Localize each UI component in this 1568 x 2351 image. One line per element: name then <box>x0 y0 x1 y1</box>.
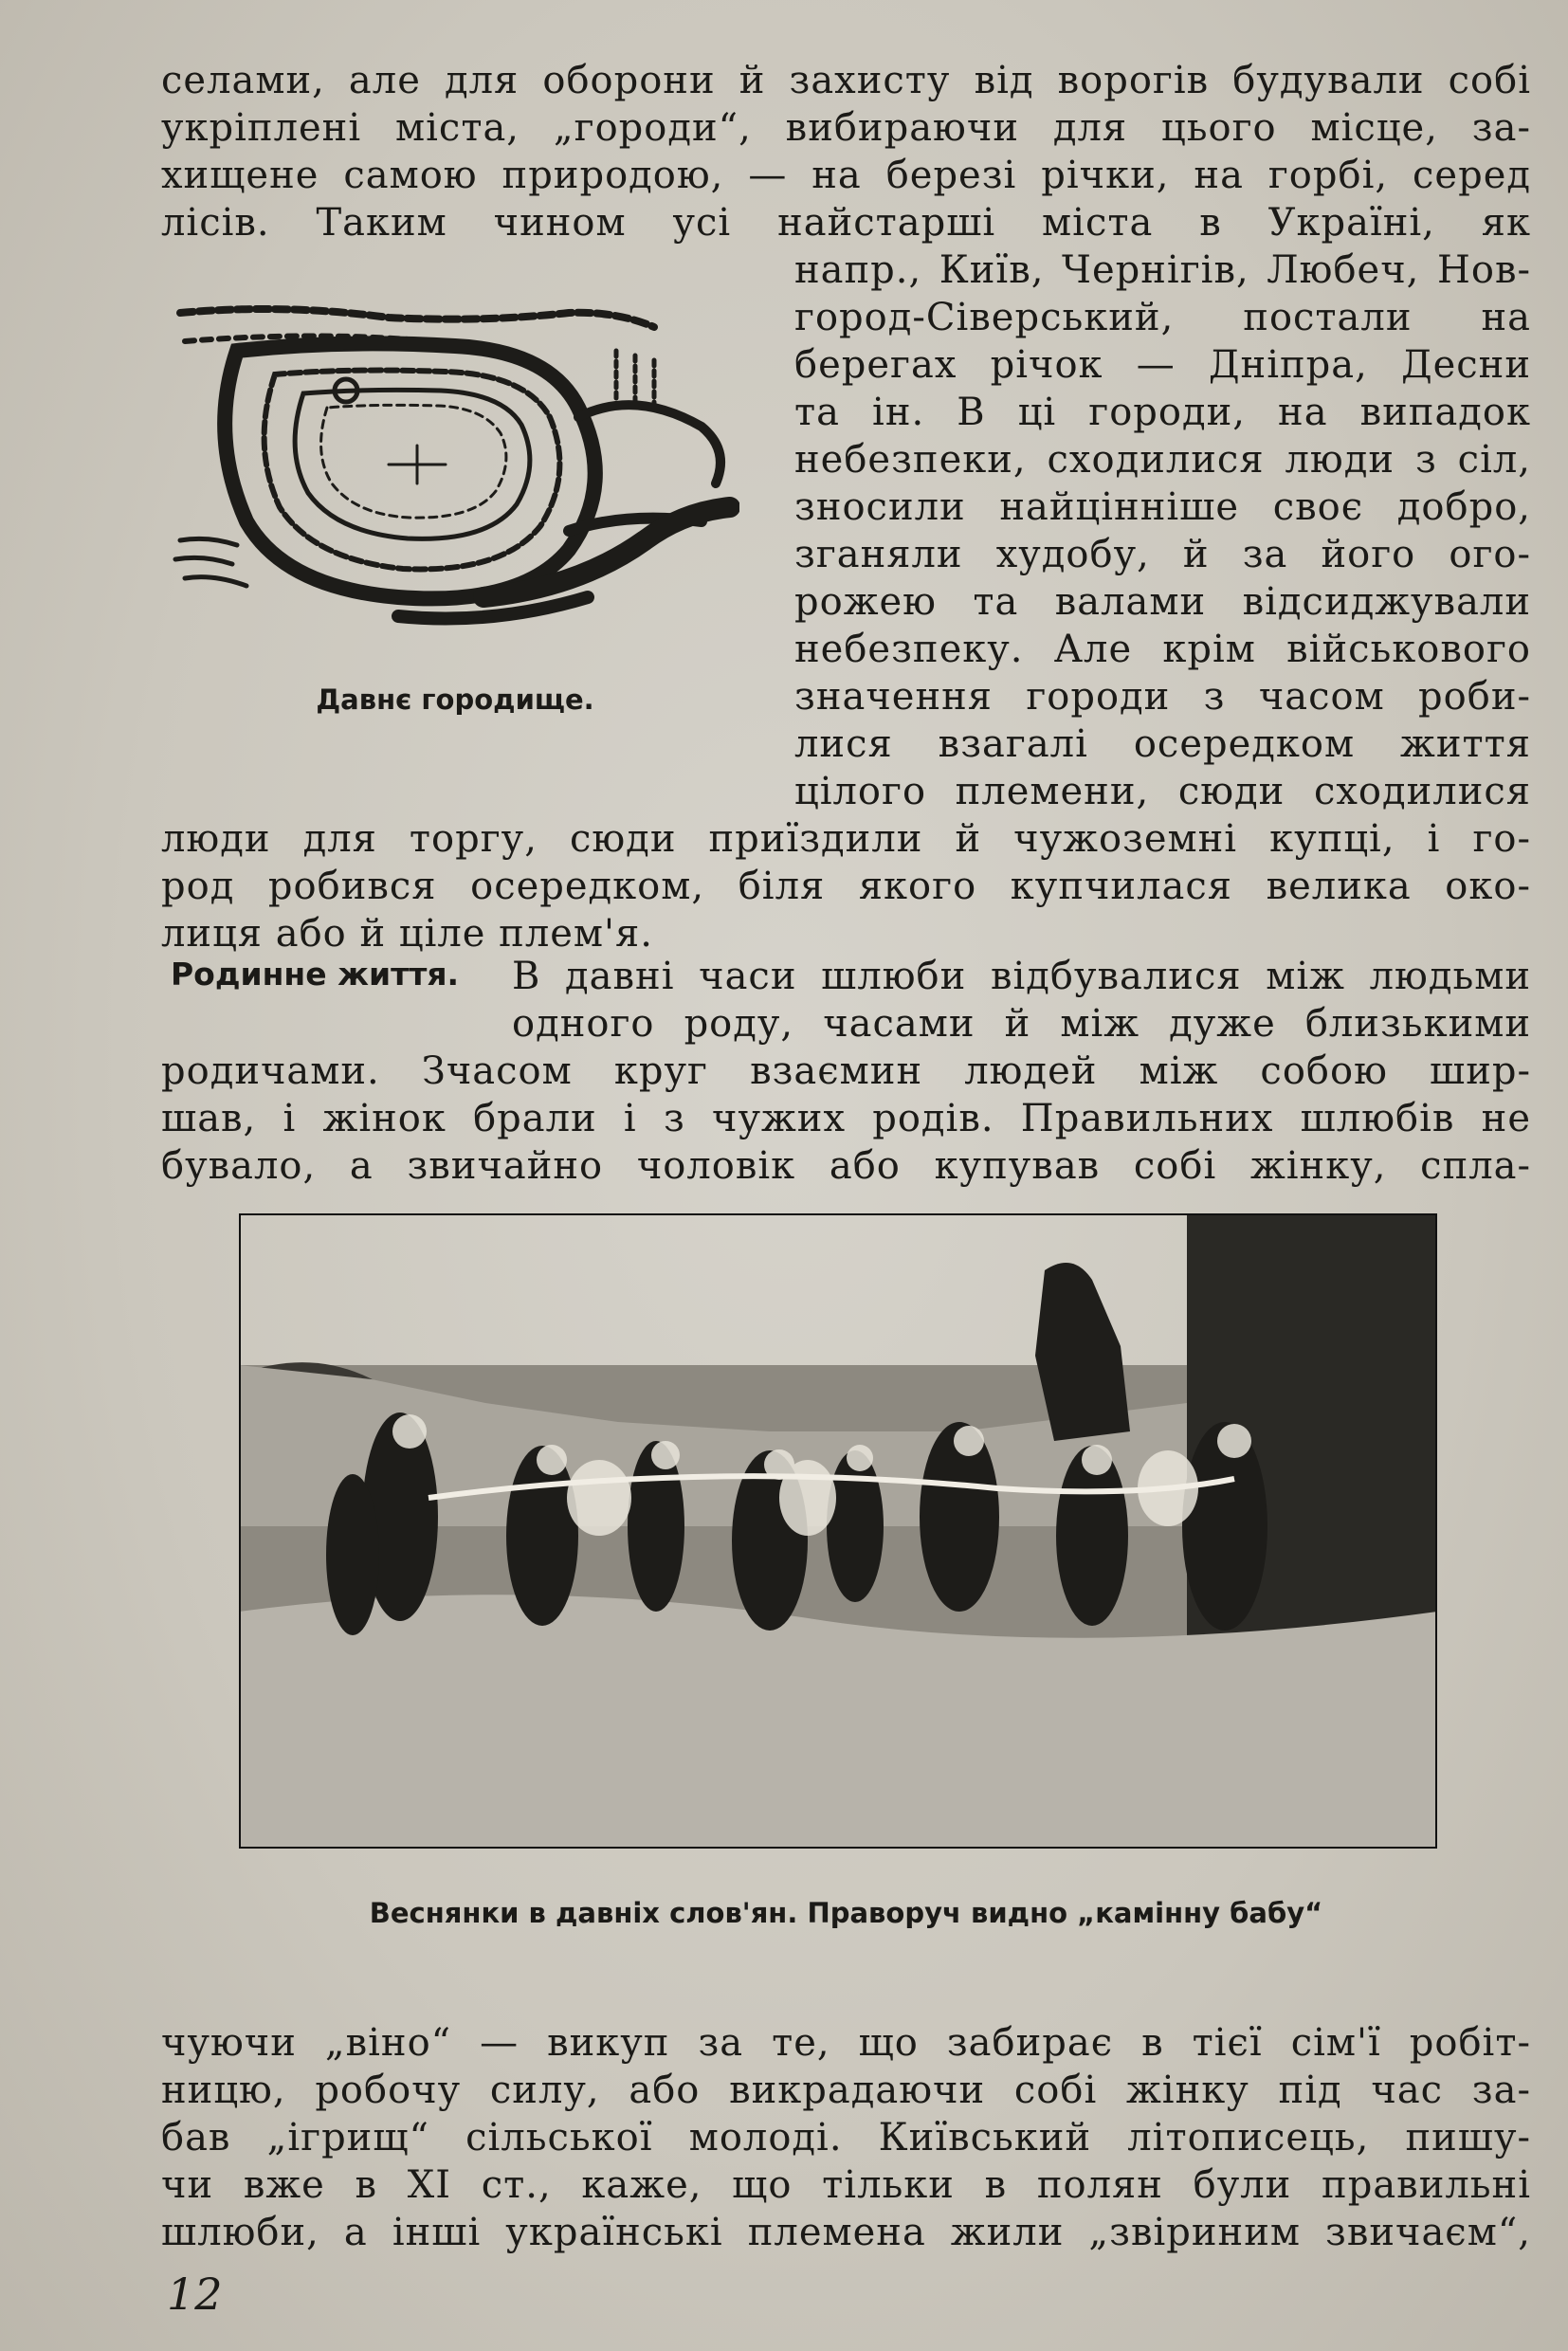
text-line: значення городи з часом роби- <box>794 675 1531 719</box>
text-line: В давні часи шлюби відбувалися між людьми <box>512 955 1531 998</box>
text-line: лиця або й ціле плем'я. <box>161 912 653 956</box>
figure-caption-hillfort: Давнє городище. <box>316 683 594 716</box>
text-line: шав, і жінок брали і з чужих родів. Правильних шлюбів не <box>161 1097 1531 1140</box>
text-line: шлюби, а інші українські племена жили „звіриним звичаєм“, <box>161 2211 1531 2254</box>
text-line: бувало, а звичайно чоловік або купував собі жінку, спла- <box>161 1144 1531 1188</box>
text-line: ницю, робочу силу, або викрадаючи собі жінку під час за- <box>161 2069 1531 2112</box>
text-line: род робився осередком, біля якого купчилася велика око- <box>161 865 1531 908</box>
text-line: укріплені міста, „городи“, вибираючи для цього місце, за- <box>161 106 1531 150</box>
text-line: город-Сіверський, постали на <box>794 296 1531 339</box>
text-line: бав „ігрищ“ сільської молоді. Київський літописець, пишу- <box>161 2116 1531 2160</box>
spring-dance-illustration <box>239 1213 1437 1849</box>
text-line: берегах річок — Дніпра, Десни <box>794 343 1531 387</box>
text-line: напр., Київ, Чернігів, Любеч, Нов- <box>794 248 1531 292</box>
text-line: селами, але для оборони й захисту від ворогів будували собі <box>161 59 1531 102</box>
text-line: та ін. В ці городи, на випадок <box>794 391 1531 434</box>
text-line: цілого племени, сюди сходилися <box>794 770 1531 813</box>
text-line: чуючи „віно“ — викуп за те, що забирає в тієї сім'ї робіт- <box>161 2021 1531 2065</box>
text-line: чи вже в XI ст., каже, що тільки в полян були правильні <box>161 2163 1531 2207</box>
figure-caption-spring-dance: Веснянки в давніх слов'ян. Праворуч видно „камінну бабу“ <box>369 1897 1323 1929</box>
text-line: хищене самою природою, — на березі річки, на горбі, серед <box>161 154 1531 197</box>
text-line: люди для торгу, сюди приїздили й чужоземні купці, і го- <box>161 817 1531 861</box>
text-line: зганяли худобу, й за його ого- <box>794 533 1531 576</box>
text-line: небезпеки, сходилися люди з сіл, <box>794 438 1531 482</box>
page-number: 12 <box>167 2269 223 2320</box>
section-heading: Родинне життя. <box>171 956 460 993</box>
text-line: одного роду, часами й між дуже близькими <box>512 1002 1531 1046</box>
text-line: рожею та валами відсиджували <box>794 580 1531 624</box>
text-line: лися взагалі осередком життя <box>794 722 1531 766</box>
text-line: небезпеку. Але крім військового <box>794 628 1531 671</box>
hillfort-plan-illustration <box>171 284 739 664</box>
text-line: родичами. Зчасом круг взаємин людей між собою шир- <box>161 1049 1531 1093</box>
text-line: лісів. Таким чином усі найстарші міста в Україні, як <box>161 201 1531 245</box>
text-line: зносили найцінніше своє добро, <box>794 485 1531 529</box>
